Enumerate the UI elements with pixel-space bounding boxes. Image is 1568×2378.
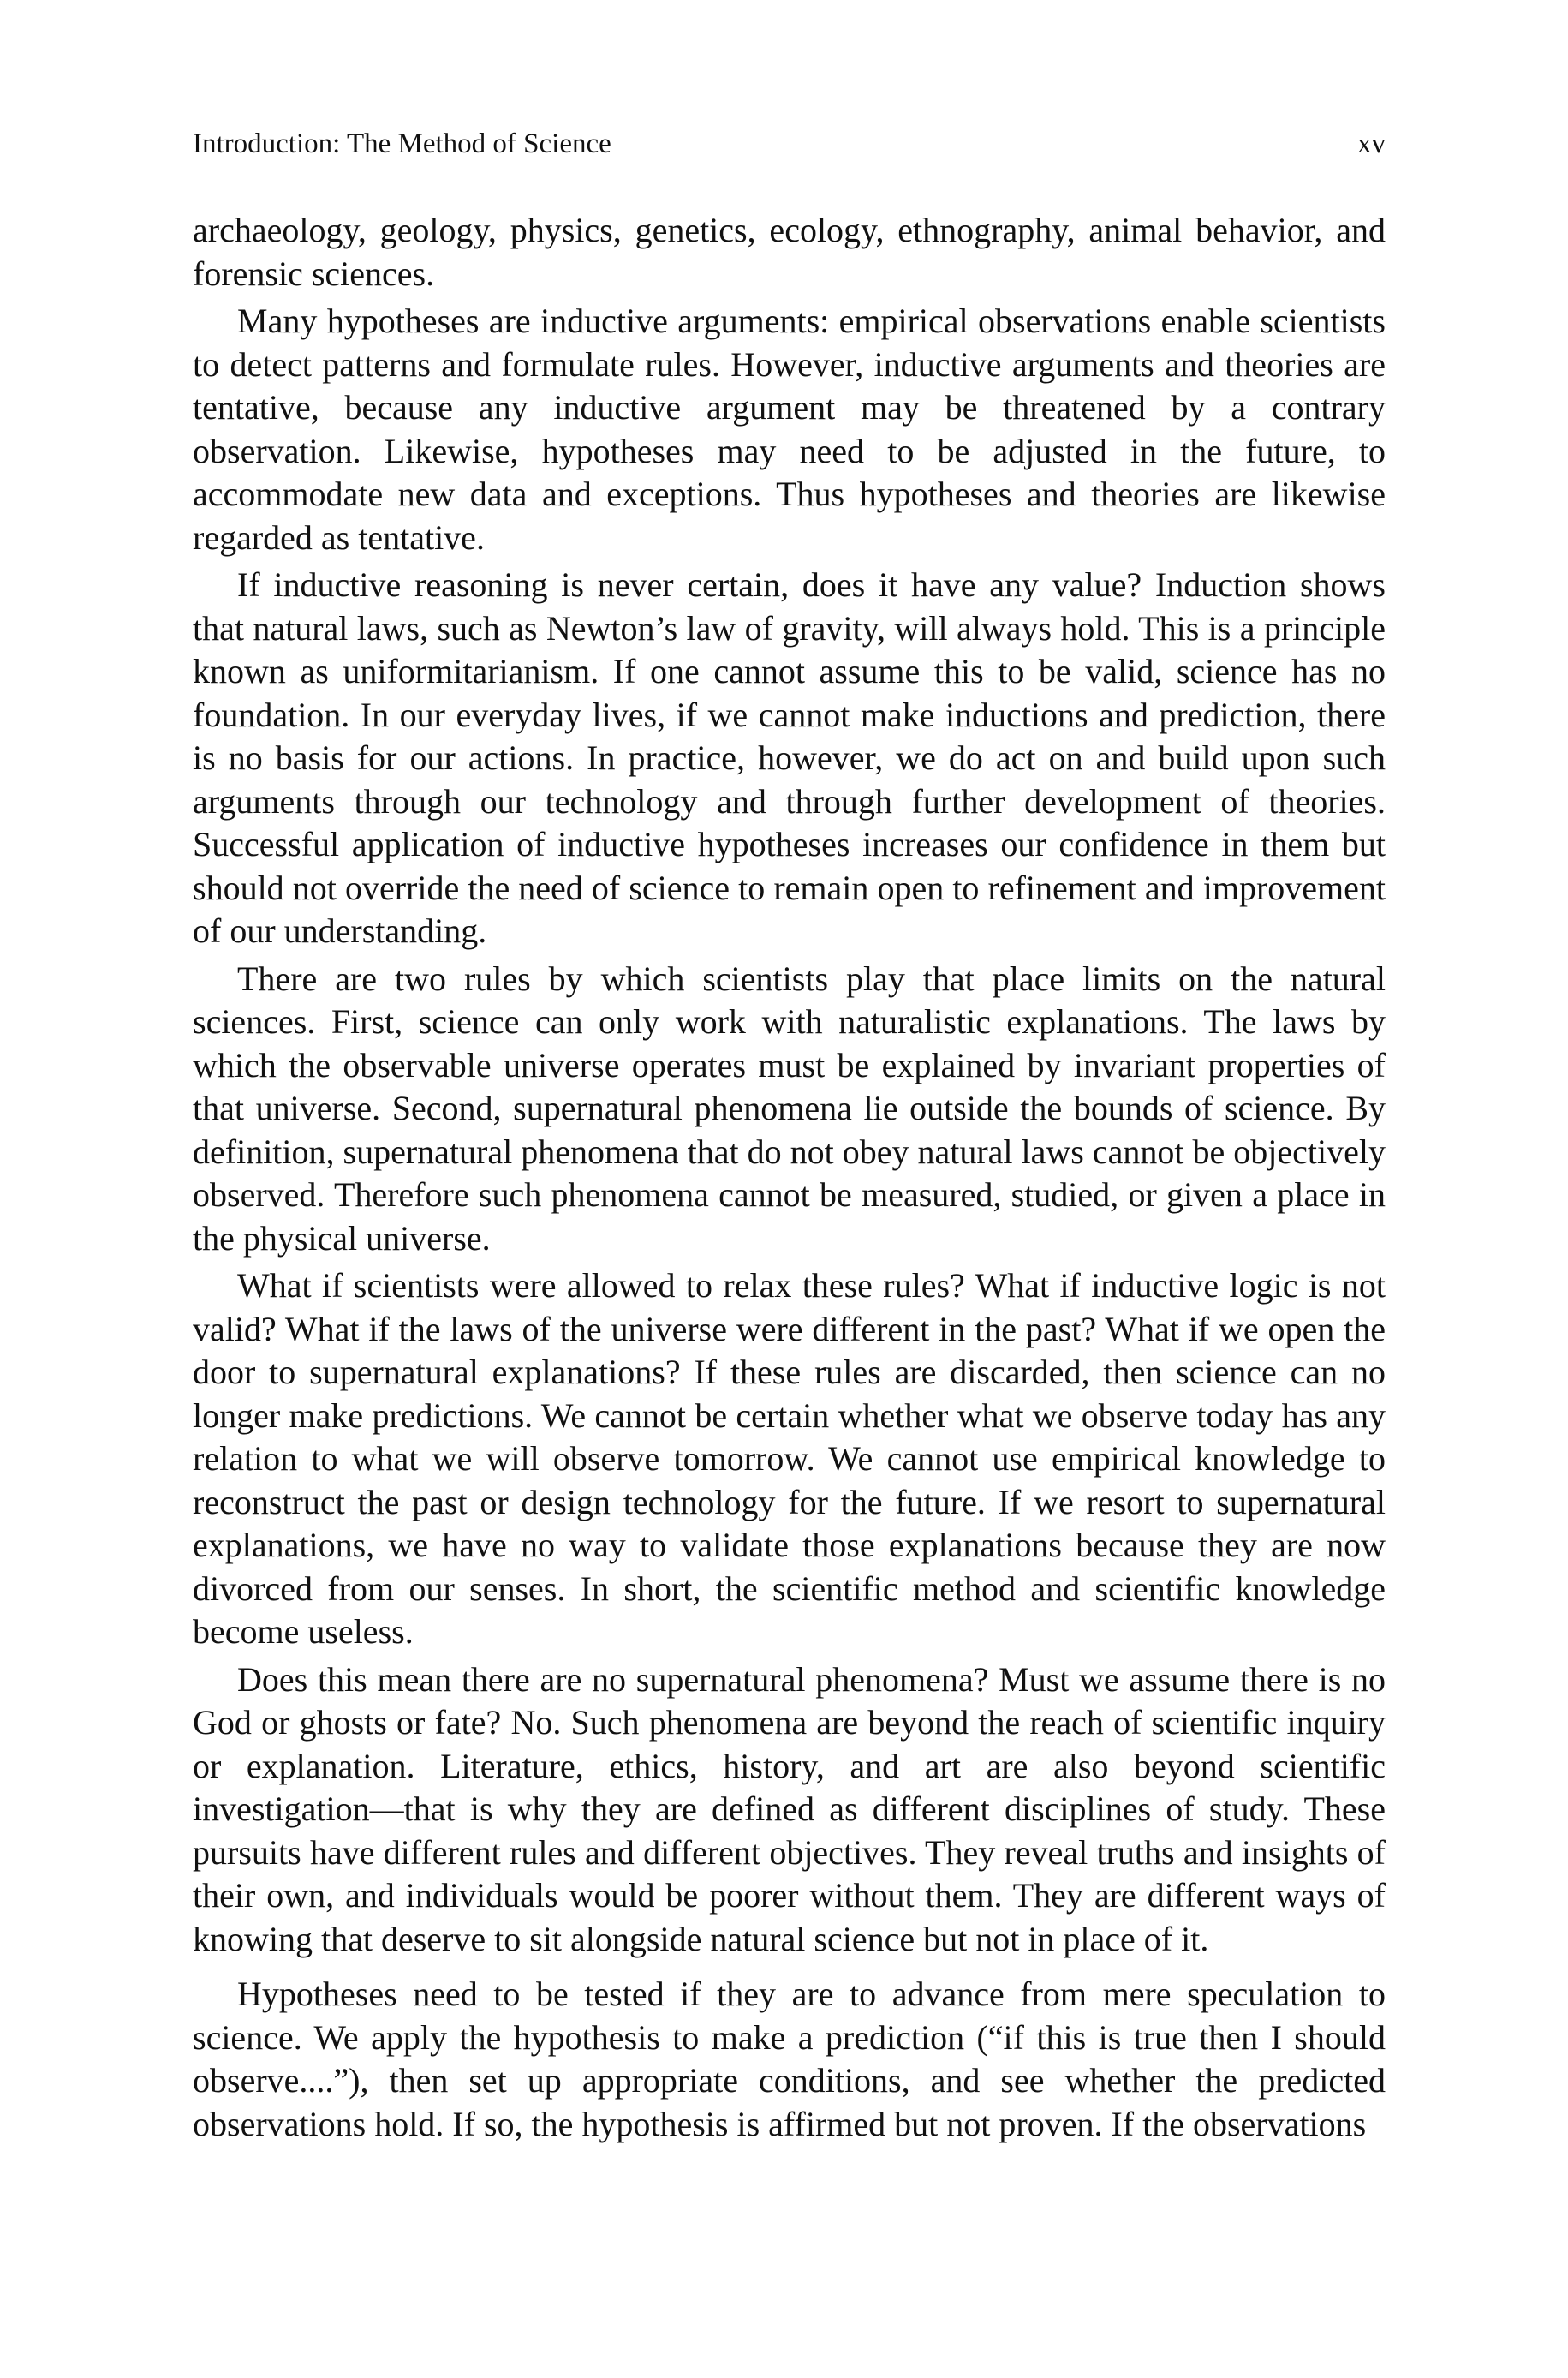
book-page bbox=[193, 122, 1386, 2150]
paragraph: If inductive reasoning is never certain, does it have any value? Induction shows that natural laws, such as Newton’s law of gravity, will always hold. This is a principle known as uniformitarianism. If one cannot assume this to be valid, science has no foundation. In our everyday lives, if we cannot make inductions and prediction, there is no basis for our actions. In practice, however, we do act on and build upon such arguments through our technology and through further development of theories. Successful application of inductive hypotheses increases our confidence in them but should not override the need of science to remain open to refinement and improvement of our understanding. bbox=[193, 565, 1386, 950]
paragraph: What if scientists were allowed to relax these rules? What if inductive logic is not valid? What if the laws of the universe were different in the past? What if we open the door to supernatural explanations? If these rules are discarded, then science can no longer make predictions. We cannot be certain whether what we observe today has any relation to what we will observe tomorrow. We cannot use empirical knowledge to reconstruct the past or design technology for the future. If we resort to supernatural explanations, we have no way to validate those explanations because they are now divorced from our senses. In short, the scientific method and scientific knowledge become useless. bbox=[193, 1266, 1386, 1651]
paragraph: Hypotheses need to be tested if they are to advance from mere speculation to science. We apply the hypothesis to make a prediction (“if this is true then I should observe....”), then set up appropriate conditions, and see whether the predicted observations hold. If so, the hypothesis is affirmed but not proven. If the observations bbox=[193, 1975, 1386, 2143]
paragraph: There are two rules by which scientists play that place limits on the natural sciences. First, science can only work with naturalistic explanations. The laws by which the observable universe operates must be explained by invariant properties of that universe. Second, supernatural phenomena lie outside the bounds of science. By definition, supernatural phenomena that do not obey natural laws cannot be objectively observed. Therefore such phenomena cannot be measured, studied, or given a place in the physical universe. bbox=[193, 959, 1386, 1258]
page-number: xv bbox=[1357, 128, 1386, 159]
paragraph-continued: archaeology, geology, physics, genetics, ecology, ethnography, animal behavior, and forensic sciences. bbox=[193, 211, 1386, 293]
paragraph: Many hypotheses are inductive arguments: empirical observations enable scientists to detect patterns and formulate rules. However, inductive arguments and theories are tentative, because any inductive argument may be threatened by a contrary observation. Likewise, hypotheses may need to be adjusted in the future, to accommodate new data and exceptions. Thus hypotheses and theories are likewise regarded as tentative. bbox=[193, 302, 1386, 557]
paragraph: Does this mean there are no supernatural phenomena? Must we assume there is no God or ghosts or fate? No. Such phenomena are beyond the reach of scientific inquiry or explanation. Literature, ethics, history, and art are also beyond scientific investigation—that is why they are defined as different disciplines of study. These pursuits have different rules and different objectives. They reveal truths and insights of their own, and individuals would be poorer without them. They are different ways of knowing that deserve to sit alongside natural science but not in place of it. bbox=[193, 1659, 1386, 1958]
running-head bbox=[193, 122, 1386, 166]
section-title: Introduction: The Method of Science bbox=[193, 128, 611, 159]
body-text bbox=[193, 209, 1386, 2146]
